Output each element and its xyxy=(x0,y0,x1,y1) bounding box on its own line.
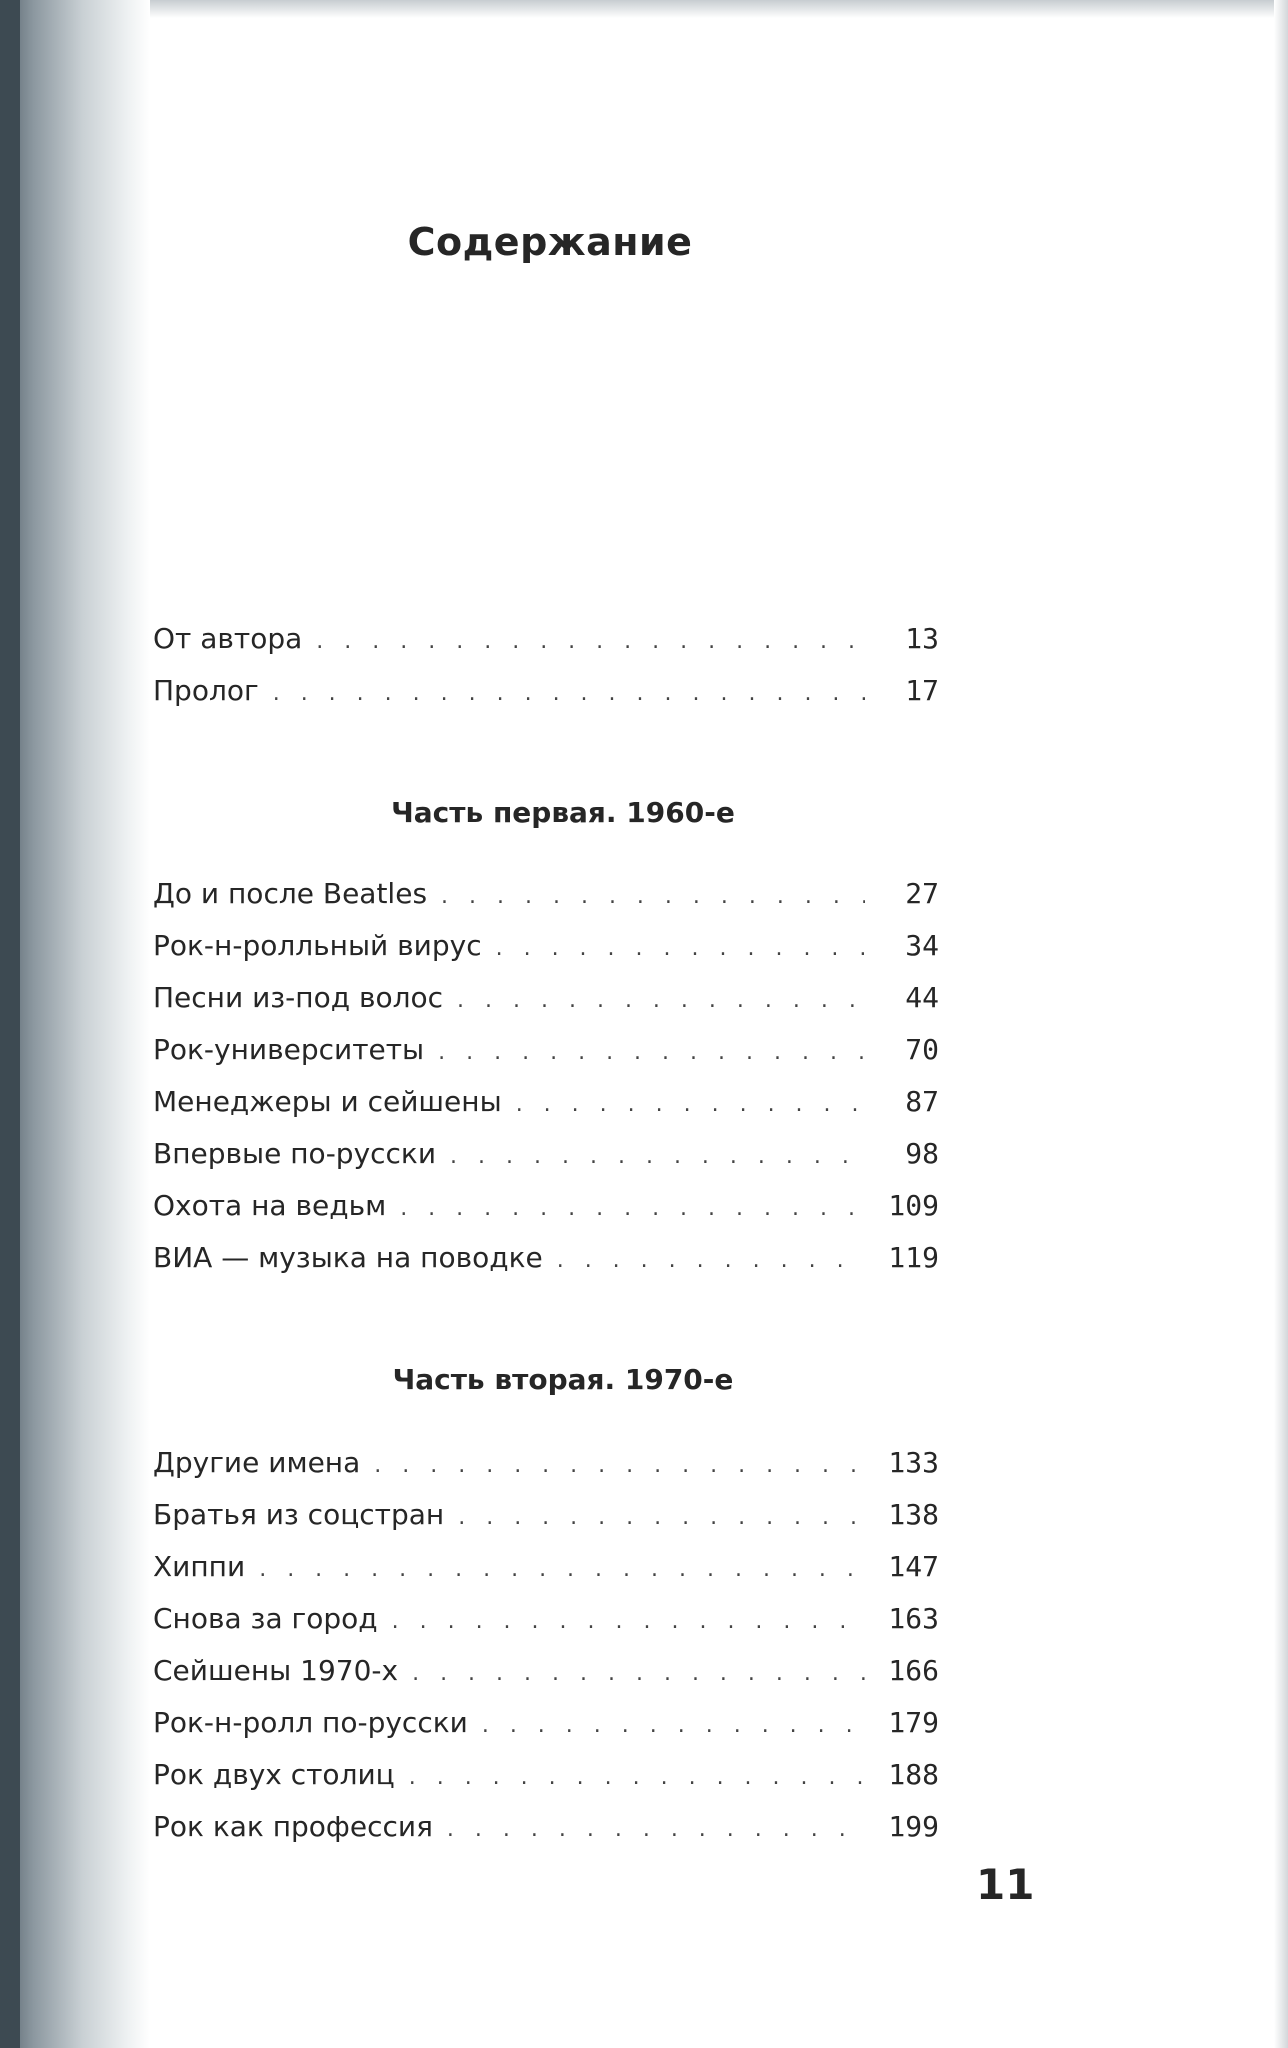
toc-entry-page: 87 xyxy=(905,1085,939,1118)
toc-entry-label: Братья из соцстран xyxy=(153,1498,445,1531)
dot-leader xyxy=(400,1196,865,1221)
toc-entry-label: Снова за город xyxy=(153,1602,378,1635)
dot-leader xyxy=(496,936,865,961)
toc-entry-label: Другие имена xyxy=(153,1446,361,1479)
toc-entry-page: 133 xyxy=(888,1446,939,1479)
toc-entry xyxy=(153,1085,939,1137)
dot-leader xyxy=(438,1040,865,1065)
toc-entry-label: ВИА — музыка на поводке xyxy=(153,1241,543,1274)
toc-entry-label: Рок двух столиц xyxy=(153,1758,395,1791)
page-title: Содержание xyxy=(407,220,693,264)
page-number: 11 xyxy=(976,1860,1035,1909)
toc-entry xyxy=(153,981,939,1033)
toc-entry-page: 138 xyxy=(888,1498,939,1531)
toc-entry-page: 98 xyxy=(905,1137,939,1170)
part-two-heading: Часть вторая. 1970-е xyxy=(392,1363,734,1396)
toc-entry xyxy=(153,1654,939,1706)
dot-leader xyxy=(409,1765,865,1790)
toc-entry-page: 109 xyxy=(888,1189,939,1222)
toc-entry-label: Песни из-под волос xyxy=(153,981,444,1014)
toc-entry xyxy=(153,1758,939,1810)
toc-entry-page: 199 xyxy=(888,1810,939,1843)
toc-entry-label: От автора xyxy=(153,622,303,655)
toc-entry xyxy=(153,1810,939,1862)
dot-leader xyxy=(457,988,865,1013)
dot-leader xyxy=(441,884,865,909)
dot-leader xyxy=(316,629,865,654)
dot-leader xyxy=(392,1609,865,1634)
dot-leader xyxy=(450,1144,865,1169)
toc-entry-label: Сейшены 1970-х xyxy=(153,1654,399,1687)
toc-entry-page: 179 xyxy=(888,1706,939,1739)
toc-entry xyxy=(153,1550,939,1602)
toc-entry-label: Охота на ведьм xyxy=(153,1189,387,1222)
toc-entry xyxy=(153,1706,939,1758)
dot-leader xyxy=(374,1453,865,1478)
toc-entry-label: Рок как профессия xyxy=(153,1810,433,1843)
dot-leader xyxy=(273,681,865,706)
toc-entry xyxy=(153,929,939,981)
toc-entry-label: Менеджеры и сейшены xyxy=(153,1085,502,1118)
part-one-heading: Часть первая. 1960-е xyxy=(391,796,735,829)
toc-entry-page: 27 xyxy=(905,877,939,910)
toc-entry xyxy=(153,1189,939,1241)
toc-entry-label: Впервые по-русски xyxy=(153,1137,437,1170)
table-of-contents xyxy=(153,622,939,1862)
dot-leader xyxy=(458,1505,865,1530)
toc-entry xyxy=(153,1498,939,1550)
toc-entry-page: 119 xyxy=(888,1241,939,1274)
toc-entry-page: 163 xyxy=(888,1602,939,1635)
dot-leader xyxy=(412,1661,865,1686)
toc-entry-label: Рок-н-ролльный вирус xyxy=(153,929,482,962)
toc-entry xyxy=(153,1241,939,1293)
toc-entry-page: 44 xyxy=(905,981,939,1014)
toc-entry-page: 188 xyxy=(888,1758,939,1791)
toc-entry-label: Рок-университеты xyxy=(153,1033,425,1066)
toc-entry xyxy=(153,622,939,674)
right-page-edge xyxy=(1274,0,1288,2048)
toc-entry-label: До и после Beatles xyxy=(153,877,428,910)
toc-entry-page: 17 xyxy=(905,674,939,707)
dot-leader xyxy=(482,1713,865,1738)
toc-entry xyxy=(153,1602,939,1654)
toc-entry xyxy=(153,877,939,929)
dot-leader xyxy=(259,1557,865,1582)
toc-entry-label: Хиппи xyxy=(153,1550,246,1583)
toc-entry xyxy=(153,1033,939,1085)
dot-leader xyxy=(516,1092,865,1117)
top-edge-shadow xyxy=(150,0,1288,18)
toc-entry-label: Рок-н-ролл по-русски xyxy=(153,1706,468,1739)
toc-entry-page: 34 xyxy=(905,929,939,962)
toc-entry-page: 166 xyxy=(888,1654,939,1687)
toc-entry xyxy=(153,1446,939,1498)
toc-entry-page: 13 xyxy=(905,622,939,655)
toc-entry-label: Пролог xyxy=(153,674,259,707)
toc-entry xyxy=(153,1137,939,1189)
toc-entry-page: 70 xyxy=(905,1033,939,1066)
book-spine-shadow xyxy=(0,0,150,2048)
toc-entry-page: 147 xyxy=(888,1550,939,1583)
dot-leader xyxy=(557,1248,865,1273)
toc-entry xyxy=(153,674,939,726)
dot-leader xyxy=(447,1817,865,1842)
